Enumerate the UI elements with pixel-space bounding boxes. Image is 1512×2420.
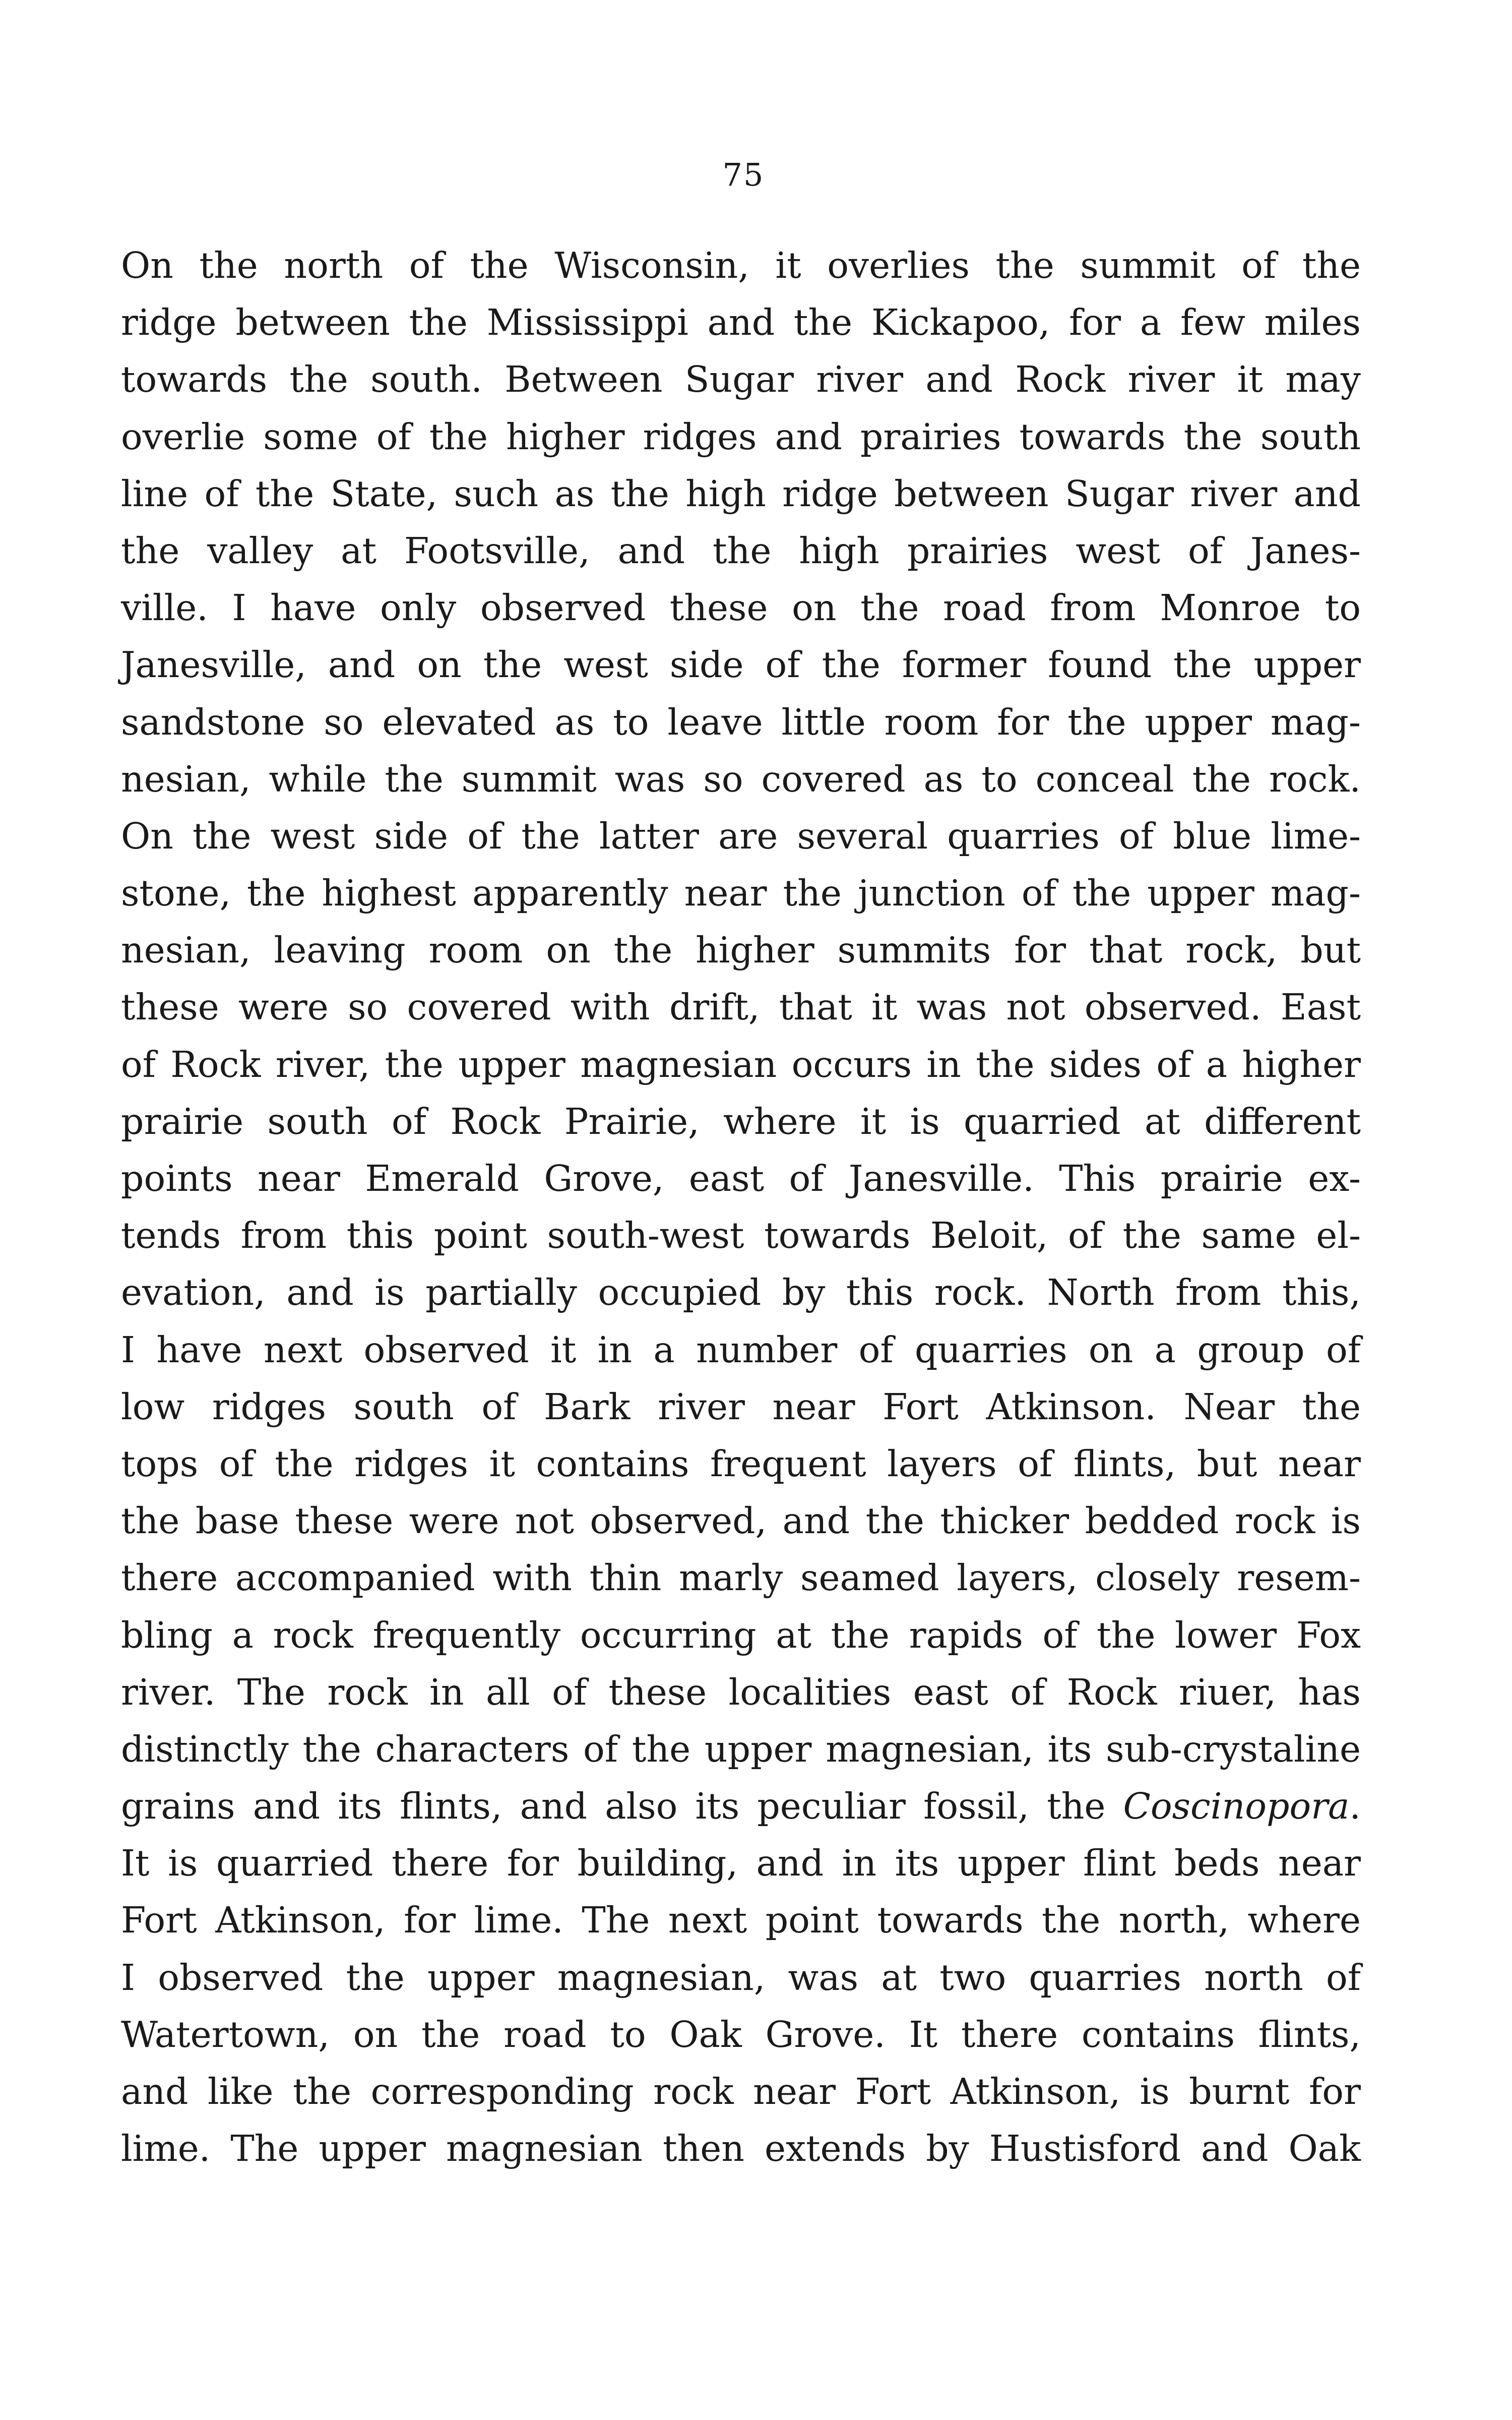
text-line: distinctly the characters of the upper magnesian, its sub-crystaline bbox=[121, 1728, 1361, 1770]
text-line: It is quarried there for building, and in its upper flint beds near bbox=[121, 1842, 1361, 1885]
text-line: evation, and is partially occupied by this rock. North from this, bbox=[121, 1272, 1361, 1314]
text-line: tops of the ridges it contains frequent layers of flints, but near bbox=[121, 1442, 1361, 1485]
text-line: nesian, leaving room on the higher summits for that rock, but bbox=[121, 929, 1361, 972]
text-line: ridge between the Mississippi and the Kickapoo, for a few miles bbox=[121, 301, 1361, 344]
text-line: the base these were not observed, and the thicker bedded rock is bbox=[121, 1500, 1361, 1542]
text-line: these were so covered with drift, that it was not observed. East bbox=[121, 986, 1361, 1028]
text-line: line of the State, such as the high ridge between Sugar river and bbox=[121, 472, 1361, 515]
text-line: sandstone so elevated as to leave little room for the upper mag- bbox=[121, 701, 1361, 743]
text-line: Fort Atkinson, for lime. The next point towards the north, where bbox=[121, 1899, 1361, 1942]
text-line: prairie south of Rock Prairie, where it is quarried at different bbox=[121, 1100, 1361, 1142]
text-line: river. The rock in all of these localities east of Rock riuer, has bbox=[121, 1671, 1361, 1713]
text-line: towards the south. Between Sugar river and Rock river it may bbox=[121, 358, 1361, 401]
text-line: grains and its flints, and also its peculiar fossil, the Coscinopora. bbox=[121, 1785, 1361, 1828]
text-line: there accompanied with thin marly seamed layers, closely resem- bbox=[121, 1557, 1361, 1599]
text-line: nesian, while the summit was so covered as to conceal the rock. bbox=[121, 758, 1361, 800]
text-line: Janesville, and on the west side of the former found the upper bbox=[121, 644, 1361, 686]
text-line: On the west side of the latter are several quarries of blue lime- bbox=[121, 815, 1361, 857]
text-line: On the north of the Wisconsin, it overlies the summit of the bbox=[121, 245, 1361, 286]
text-line: overlie some of the higher ridges and prairies towards the south bbox=[121, 415, 1361, 458]
text-line: low ridges south of Bark river near Fort Atkinson. Near the bbox=[121, 1385, 1361, 1428]
text-line: stone, the highest apparently near the junction of the upper mag- bbox=[121, 872, 1361, 915]
text-line: ville. I have only observed these on the road from Monroe to bbox=[121, 587, 1361, 629]
text-line: and like the corresponding rock near Fort Atkinson, is burnt for bbox=[121, 2071, 1361, 2112]
text-line: I have next observed it in a number of quarries on a group of bbox=[121, 1328, 1361, 1371]
text-line: tends from this point south-west towards Beloit, of the same el- bbox=[121, 1215, 1361, 1257]
text-line: I observed the upper magnesian, was at two quarries north of bbox=[121, 1956, 1361, 1999]
text-line: bling a rock frequently occurring at the rapids of the lower Fox bbox=[121, 1614, 1361, 1656]
text-line: the valley at Footsville, and the high prairies west of Janes- bbox=[121, 529, 1361, 572]
body-text bbox=[121, 237, 1361, 2177]
text-line: points near Emerald Grove, east of Janesville. This prairie ex- bbox=[121, 1158, 1361, 1199]
page-number: 75 bbox=[722, 156, 765, 193]
text-line: Watertown, on the road to Oak Grove. It there contains flints, bbox=[121, 2013, 1361, 2055]
italic-term: Coscinopora bbox=[1123, 1785, 1350, 1828]
text-line: of Rock river, the upper magnesian occurs in the sides of a higher bbox=[121, 1043, 1361, 1085]
text-line: lime. The upper magnesian then extends by Hustisford and Oak bbox=[121, 2128, 1361, 2170]
